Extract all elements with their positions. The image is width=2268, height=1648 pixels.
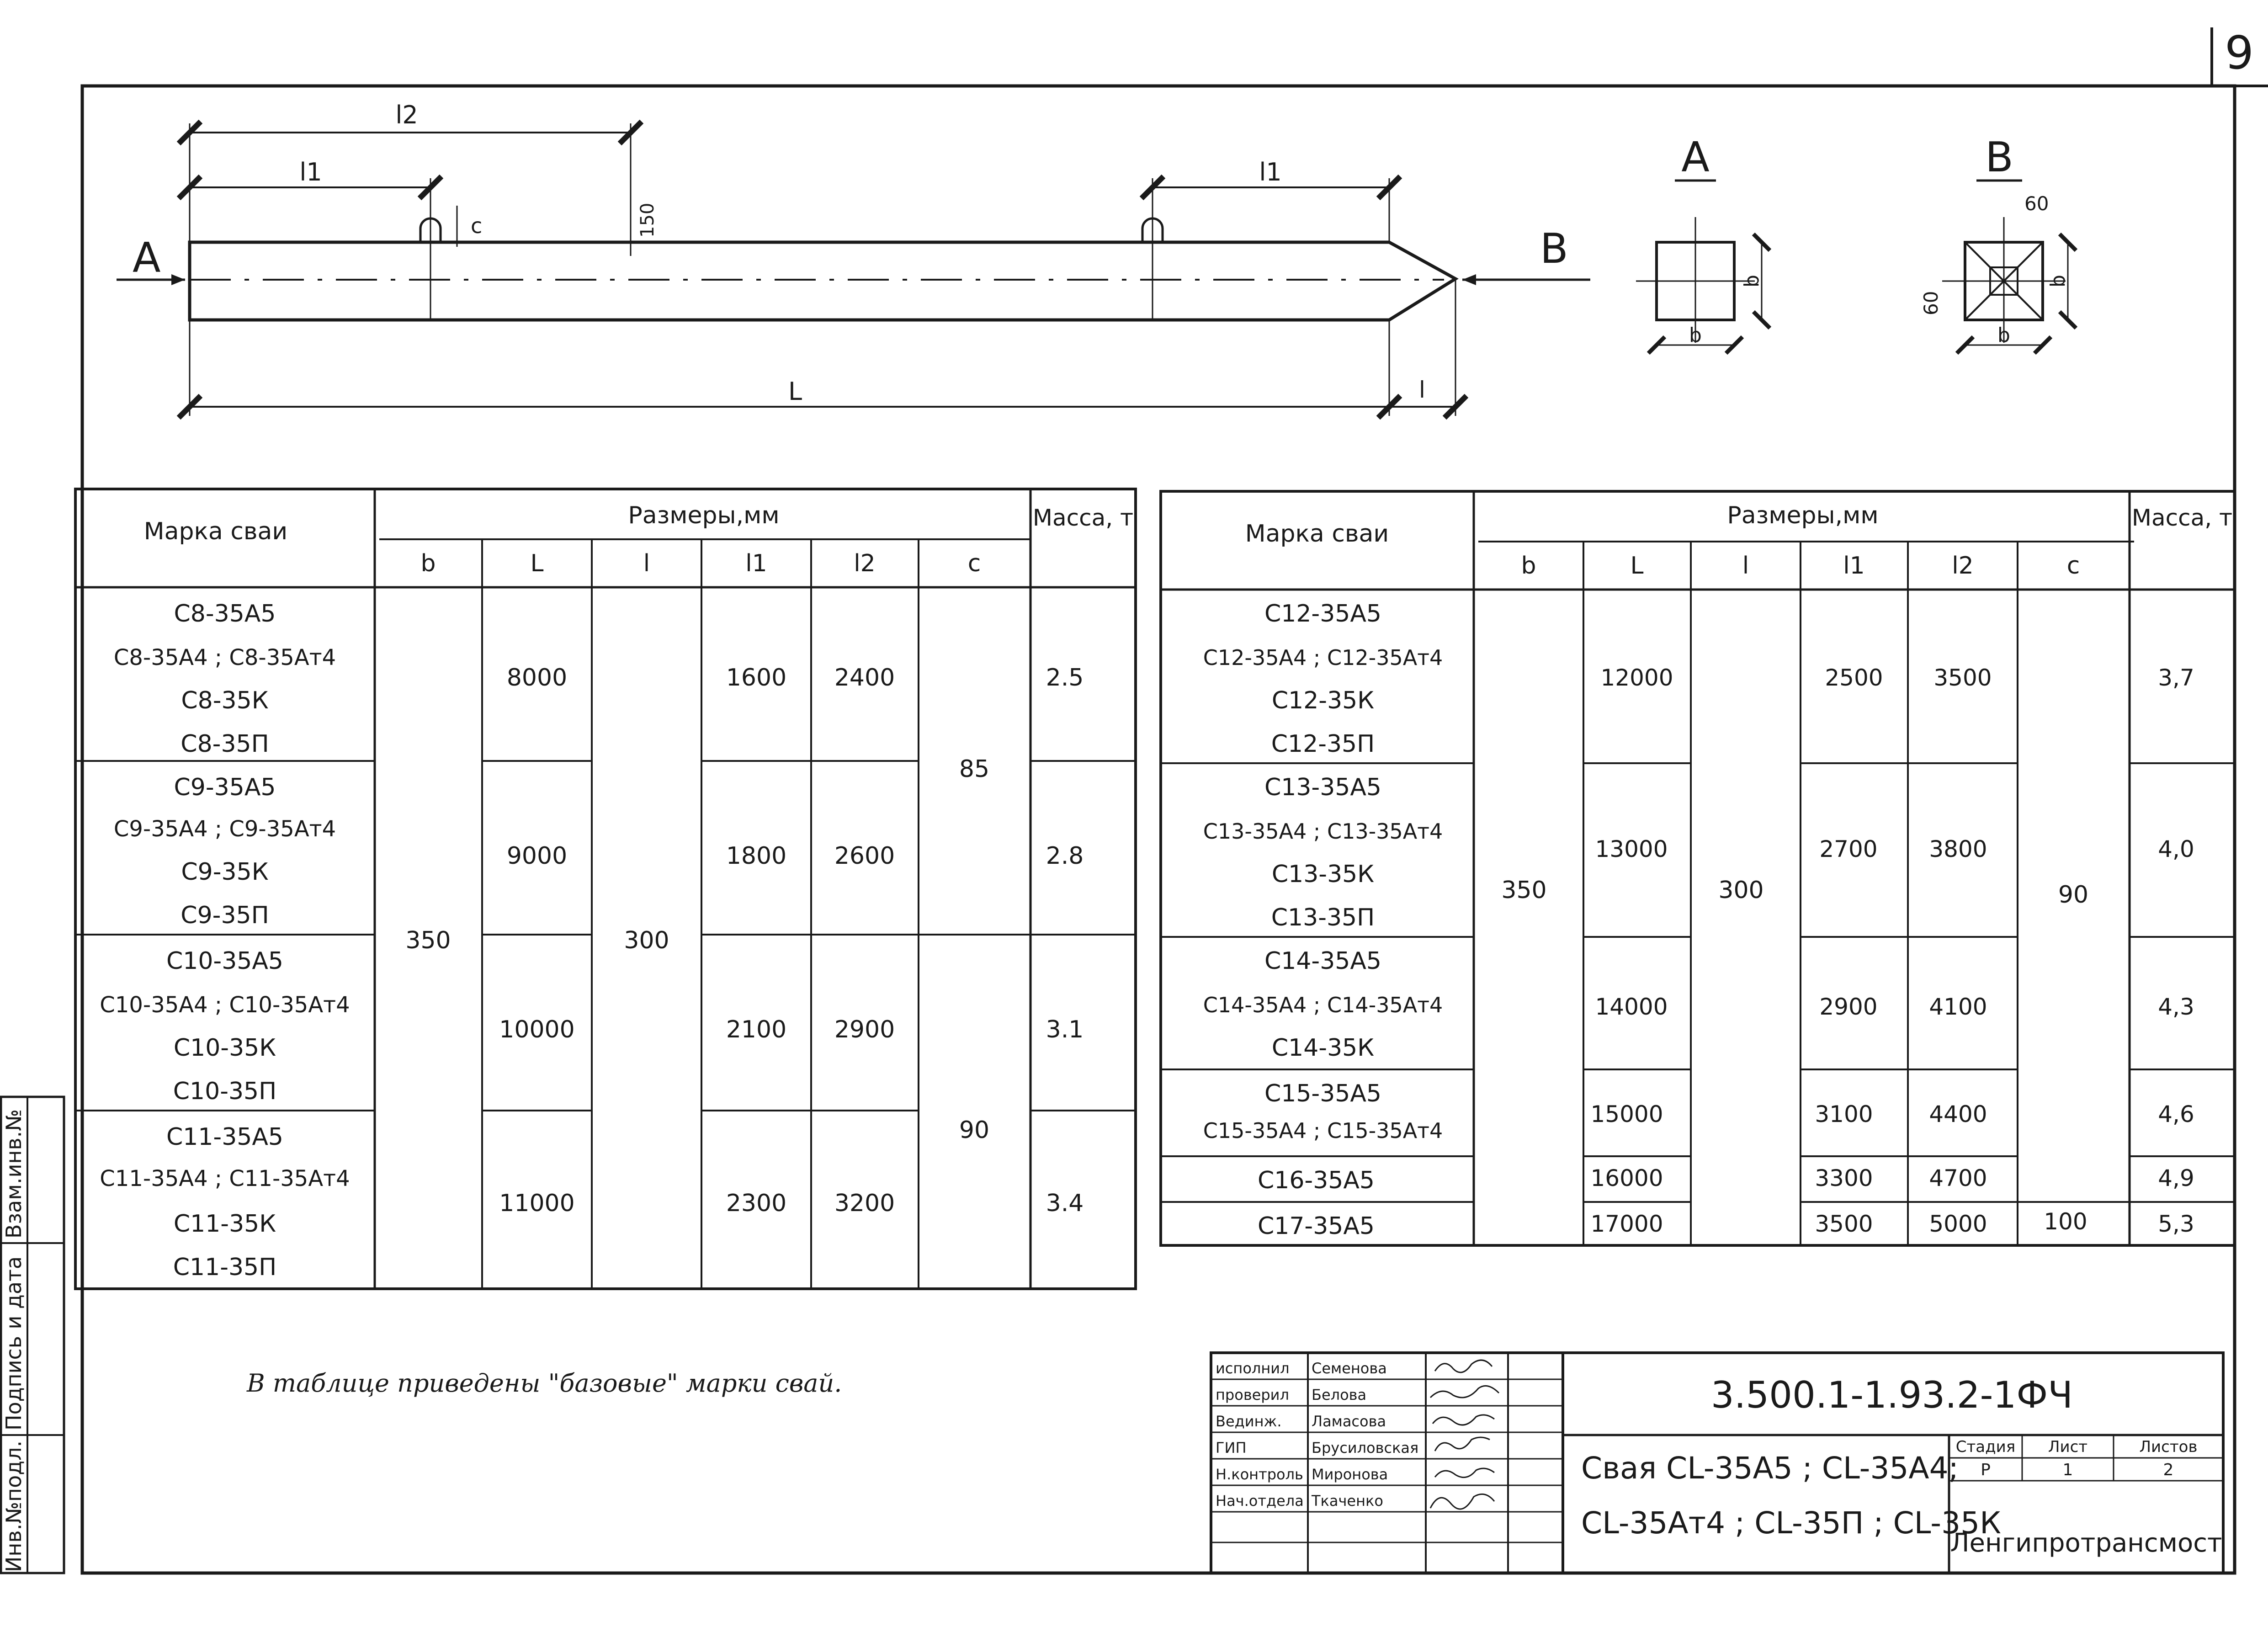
right-col-l: l <box>1742 552 1749 579</box>
right-mark: С15-35А5 <box>1264 1080 1382 1107</box>
right-mark: С13-35А4 ; С13-35Ат4 <box>1203 819 1443 844</box>
right-col-c: c <box>2066 552 2080 579</box>
left-L: 11000 <box>499 1190 575 1217</box>
right-table-row <box>1203 600 2194 758</box>
pile-elevation <box>117 101 1590 416</box>
left-mass: 3.4 <box>1046 1190 1084 1217</box>
left-table-row <box>114 774 1084 929</box>
right-mass: 4,6 <box>2158 1101 2194 1127</box>
signatory-role: проверил <box>1216 1386 1289 1403</box>
right-table-row <box>1203 947 2194 1062</box>
signatory-role: Нач.отдела <box>1216 1492 1304 1510</box>
left-mass: 3.1 <box>1046 1016 1084 1043</box>
right-L: 12000 <box>1600 665 1673 691</box>
title-block <box>1211 1353 2223 1573</box>
right-c-last: 100 <box>2044 1208 2087 1235</box>
view-b-label: B <box>1540 225 1568 273</box>
right-L: 15000 <box>1590 1101 1663 1127</box>
document-name-line2: СL-35Ат4 ; СL-35П ; СL-35К <box>1581 1505 2001 1541</box>
right-l2: 3500 <box>1933 665 1992 691</box>
right-l-value: 300 <box>1718 877 1764 904</box>
signatory-row <box>1216 1437 1490 1457</box>
right-mass: 4,9 <box>2158 1165 2194 1191</box>
right-l2: 4100 <box>1929 994 1987 1020</box>
left-l1: 1600 <box>726 664 787 691</box>
left-mark: С9-35К <box>181 858 269 886</box>
left-col-L: L <box>530 550 544 577</box>
left-l2: 2900 <box>834 1016 895 1043</box>
pile-outline <box>190 242 1455 320</box>
right-col-l1: l1 <box>1843 552 1865 579</box>
signatory-role: исполнил <box>1216 1360 1290 1377</box>
left-l2: 2400 <box>834 664 895 691</box>
right-col-b: b <box>1521 552 1536 579</box>
left-l-value: 300 <box>624 927 669 954</box>
left-mark: С8-35П <box>181 730 269 758</box>
stamp-replace-inv: Взам.инв.№ <box>1 1109 26 1239</box>
right-mark: С16-35А5 <box>1257 1167 1375 1194</box>
right-mass: 4,3 <box>2158 994 2194 1020</box>
document-name-line1: Свая СL-35А5 ; СL-35А4; <box>1581 1451 1959 1486</box>
left-header-mass-text: Масса, т <box>1032 505 1134 531</box>
right-L: 16000 <box>1590 1165 1663 1191</box>
sheet-value: 1 <box>2062 1461 2073 1479</box>
left-mark: С10-35П <box>173 1078 277 1105</box>
signatory-role: Н.контроль <box>1216 1466 1303 1483</box>
signature-scribble <box>1433 1415 1494 1425</box>
dim-L: L <box>788 377 802 406</box>
section-b-dim-b-bottom: b <box>1997 324 2010 347</box>
signatory-row <box>1216 1492 1494 1510</box>
dim-l1-left: l1 <box>299 158 322 186</box>
left-mark: С9-35П <box>181 902 269 929</box>
signatory-name: Ламасова <box>1312 1413 1386 1430</box>
right-mark: С13-35П <box>1271 904 1375 931</box>
right-mark: С15-35А4 ; С15-35Ат4 <box>1203 1118 1443 1143</box>
right-l1: 3100 <box>1815 1101 1873 1127</box>
right-l1: 3300 <box>1815 1165 1873 1191</box>
signatory-name: Белова <box>1312 1386 1367 1403</box>
section-a-dim-b-bottom: b <box>1689 324 1702 347</box>
right-c-main: 90 <box>2058 881 2089 909</box>
left-L: 8000 <box>506 664 568 691</box>
left-mark: С11-35А5 <box>166 1123 284 1151</box>
sheets-value: 2 <box>2163 1461 2174 1479</box>
page-number: 9 <box>2225 26 2254 80</box>
left-mass: 2.5 <box>1046 664 1084 691</box>
right-L: 14000 <box>1595 994 1668 1020</box>
section-a-dim-b-side: b <box>1740 275 1763 287</box>
right-L: 17000 <box>1590 1211 1663 1237</box>
right-mark: С12-35А4 ; С12-35Ат4 <box>1203 645 1443 670</box>
signature-scribble <box>1435 1468 1494 1478</box>
right-mass: 3,7 <box>2158 665 2194 691</box>
signatory-name: Семенова <box>1312 1360 1387 1377</box>
stage-label: Стадия <box>1955 1438 2016 1456</box>
left-mark: С10-35К <box>173 1034 276 1062</box>
left-l2: 2600 <box>834 842 895 870</box>
right-mark: С12-35П <box>1271 730 1375 758</box>
left-header-marka: Марка сваи <box>143 518 288 545</box>
right-mark: С14-35А5 <box>1264 947 1382 975</box>
dim-l1-right: l1 <box>1259 158 1282 186</box>
left-b-value: 350 <box>405 927 451 954</box>
right-mark: С17-35А5 <box>1257 1212 1375 1240</box>
right-col-l2: l2 <box>1952 552 1974 579</box>
signature-scribble <box>1435 1360 1492 1372</box>
section-b-title: B <box>1985 133 2013 181</box>
right-table-row <box>1203 774 2194 931</box>
left-mark: С10-35А4 ; С10-35Ат4 <box>100 992 350 1018</box>
table-right <box>1161 491 2235 1245</box>
left-mark: С11-35К <box>173 1210 276 1238</box>
dim-l2: l2 <box>395 101 418 129</box>
section-b <box>1920 133 2070 347</box>
signatory-name: Брусиловская <box>1312 1439 1419 1457</box>
signatory-name: Ткаченко <box>1312 1492 1383 1510</box>
right-mark: С14-35К <box>1271 1034 1375 1062</box>
left-mark: С8-35К <box>181 687 269 714</box>
signatory-row <box>1216 1386 1499 1403</box>
right-mark: С14-35А4 ; С14-35Ат4 <box>1203 993 1443 1017</box>
sheet-label: Лист <box>2048 1438 2088 1456</box>
table-left <box>75 489 1136 1289</box>
right-header-mass: Масса, т <box>2131 505 2233 531</box>
stamp-original-inv: Инв.№подл. <box>1 1440 26 1572</box>
left-c-top: 85 <box>959 755 990 783</box>
right-table-row <box>1258 1165 2194 1194</box>
sheet-frame <box>82 26 2268 1573</box>
right-mass: 5,3 <box>2158 1211 2194 1237</box>
right-header-marka: Марка сваи <box>1245 520 1389 548</box>
signatory-role: ГИП <box>1216 1439 1247 1457</box>
right-L: 13000 <box>1595 836 1668 862</box>
right-l2: 4700 <box>1929 1165 1987 1191</box>
left-col-l1: l1 <box>745 550 767 577</box>
dim-150: 150 <box>637 202 658 238</box>
left-mark: С11-35П <box>173 1254 277 1281</box>
right-l1: 2700 <box>1819 836 1878 862</box>
signatory-row <box>1216 1466 1494 1483</box>
right-l1: 2500 <box>1825 665 1883 691</box>
left-header-mass <box>1033 505 1133 531</box>
right-table-row <box>1203 1080 2194 1143</box>
right-header-sizes: Размеры,мм <box>1727 502 1879 529</box>
left-mark: С8-35А4 ; С8-35Ат4 <box>113 645 336 670</box>
signatory-role: Вединж. <box>1216 1413 1282 1430</box>
right-l2: 5000 <box>1929 1211 1987 1237</box>
right-l1: 2900 <box>1819 994 1878 1020</box>
section-b-dim-b-side: b <box>2046 275 2070 287</box>
stamp-signature-date: Подпись и дата <box>1 1256 26 1430</box>
table-note: В таблице приведены "базовые" марки свай. <box>247 1369 842 1398</box>
left-c-bottom: 90 <box>959 1116 990 1144</box>
right-l1: 3500 <box>1815 1211 1873 1237</box>
document-code: 3.500.1-1.93.2-1ФЧ <box>1710 1374 2073 1416</box>
left-l2: 3200 <box>834 1190 895 1217</box>
left-l1: 2100 <box>726 1016 787 1043</box>
right-mark: С12-35К <box>1271 687 1375 714</box>
left-l1: 1800 <box>726 842 787 870</box>
left-mark: С8-35А5 <box>174 600 276 627</box>
side-stamp <box>1 1097 64 1573</box>
left-mass: 2.8 <box>1046 842 1084 870</box>
right-b-value: 350 <box>1501 877 1547 904</box>
left-mark: С11-35А4 ; С11-35Ат4 <box>100 1166 350 1191</box>
left-header-sizes: Размеры,мм <box>628 502 780 529</box>
right-mark: С12-35А5 <box>1264 600 1382 627</box>
signature-scribble <box>1430 1386 1499 1398</box>
section-a-title: A <box>1681 133 1710 181</box>
section-b-dim-60-top: 60 <box>2024 192 2049 215</box>
right-mark: С13-35К <box>1271 861 1375 888</box>
signature-scribble <box>1435 1437 1490 1451</box>
left-mark: С9-35А5 <box>174 774 276 801</box>
sheets-label: Листов <box>2139 1438 2198 1456</box>
right-l2: 3800 <box>1929 836 1987 862</box>
signatory-row <box>1216 1360 1492 1377</box>
left-L: 9000 <box>506 842 568 870</box>
signatory-name: Миронова <box>1312 1466 1388 1483</box>
right-mass: 4,0 <box>2158 836 2194 862</box>
signatory-row <box>1216 1413 1494 1430</box>
right-mark: С13-35А5 <box>1264 774 1382 801</box>
left-L: 10000 <box>499 1016 575 1043</box>
stage-value: Р <box>1981 1461 1991 1479</box>
left-col-b: b <box>420 550 436 577</box>
left-col-c: c <box>967 550 981 577</box>
signature-scribble <box>1430 1494 1494 1509</box>
left-col-l2: l2 <box>854 550 876 577</box>
right-l2: 4400 <box>1929 1101 1987 1127</box>
view-a-label: A <box>133 234 161 282</box>
organization-name: Ленгипротрансмост <box>1950 1528 2222 1558</box>
section-a <box>1636 133 1763 347</box>
left-table-row <box>114 600 1084 758</box>
left-col-l: l <box>643 550 650 577</box>
left-mark: С9-35А4 ; С9-35Ат4 <box>113 816 336 842</box>
left-mark: С10-35А5 <box>166 947 284 975</box>
right-col-L: L <box>1630 552 1644 579</box>
dim-c: c <box>471 213 483 238</box>
section-b-dim-60-side: 60 <box>1920 291 1942 315</box>
left-l1: 2300 <box>726 1190 787 1217</box>
dim-l-tip: l <box>1419 377 1425 403</box>
